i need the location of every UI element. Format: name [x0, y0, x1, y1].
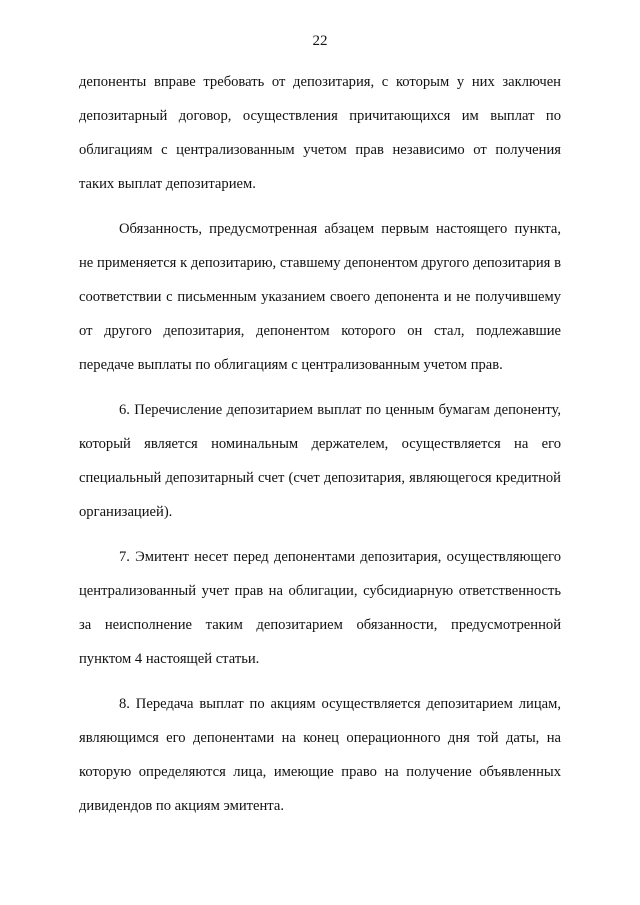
- page-number: 22: [312, 33, 328, 49]
- paragraph-continuation: депоненты вправе требовать от депозитария, с которым у них заключен депозитарный договор, осуществления причитающихся им выплат по облигациям с централизованным учетом прав независимо от получения таких выплат депозитарием.: [79, 74, 561, 192]
- paragraph-item-7: 7. Эмитент несет перед депонентами депозитария, осуществляющего централизованный учет прав на облигации, субсидиарную ответственность за неисполнение таким депозитарием обязанности, предусмотренной пунктом 4 настоящей статьи.: [79, 549, 561, 667]
- paragraph-item-6: 6. Перечисление депозитарием выплат по ценным бумагам депоненту, который является номинальным держателем, осуществляется на его специальный депозитарный счет (счет депозитария, являющегося кредитной организацией).: [79, 402, 561, 520]
- paragraph-item-8: 8. Передача выплат по акциям осуществляется депозитарием лицам, являющимся его депонентами на конец операционного дня той даты, на которую определяются лица, имеющие право на получение объявленных дивидендов по акциям эмитента.: [79, 696, 561, 814]
- paragraph-obligation-exception: Обязанность, предусмотренная абзацем первым настоящего пункта, не применяется к депозитарию, ставшему депонентом другого депозитария в соответствии с письменным указанием своего депонента и не получившему от другого депозитария, депонентом которого он стал, подлежавшие передаче выплаты по облигациям с централизованным учетом прав.: [79, 221, 561, 373]
- document-body: [79, 65, 561, 834]
